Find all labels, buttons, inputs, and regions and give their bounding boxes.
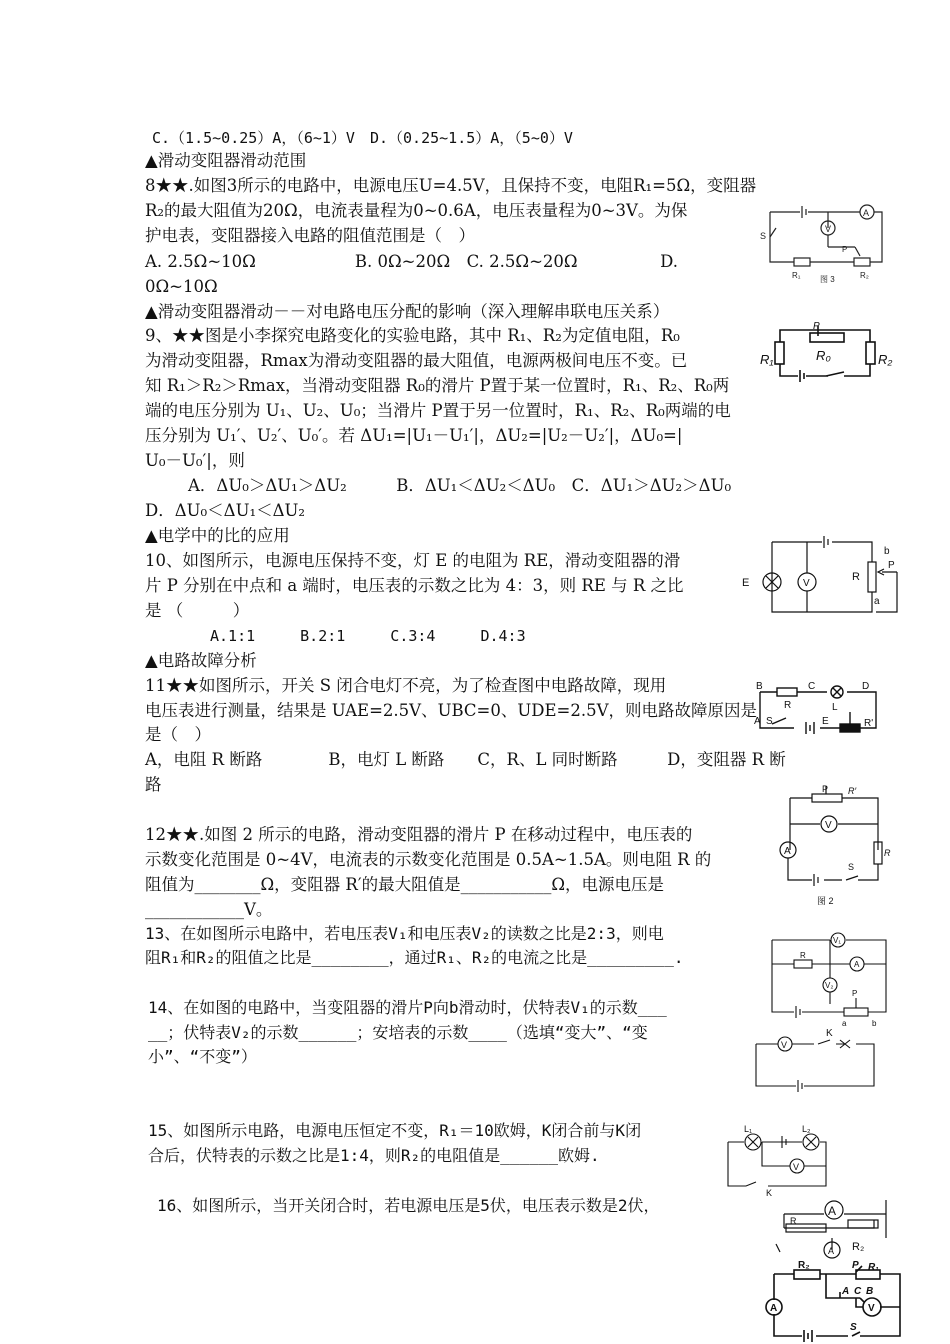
rheostat-label: R′ — [848, 786, 857, 796]
q11-line-1: 11★★如图所示，开关 S 闭合电灯不亮，为了检查图中电路故障，现用 — [145, 676, 667, 695]
q11-options: A，电阻 R 断路 B，电灯 L 断路 C，R、L 同时断路 D，变阻器 R 断 — [145, 750, 786, 769]
figure-2-circuit — [772, 780, 892, 910]
resistor-label: R — [784, 700, 792, 711]
l2-label: L₂ — [802, 1124, 811, 1134]
q9-line-6: U₀－U₀′|，则 — [145, 451, 245, 470]
section-heading-range: ▲滑动变阻器滑动范围 — [145, 151, 307, 170]
q13-line-1: 13、在如图所示电路中，若电压表V₁和电压表V₂的读数之比是2:3，则电 — [145, 924, 664, 943]
v2-label: V₂ — [825, 981, 834, 990]
point-d-label: D — [862, 681, 870, 692]
r0-label: R₀ — [816, 348, 831, 363]
voltmeter-label: V — [825, 224, 832, 234]
q9-line-4: 端的电压分别为 U₁、U₂、U₀；当滑片 P置于另一位置时，R₁、R₂、R₀两端的电 — [145, 401, 731, 420]
figure-caption: 图 2 — [817, 896, 834, 906]
q9-line-3: 知 R₁＞R₂＞Rmax，当滑动变阻器 R₀的滑片 P置于某一位置时，R₁、R₂、R₀两 — [145, 376, 730, 395]
q12-line-4: ____________V。 — [145, 900, 273, 919]
ammeter-label: A — [784, 846, 791, 857]
q8-line-1: 8★★.如图3所示的电路中，电源电压U=4.5V，且保持不变，电阻R₁=5Ω，变阻器 — [145, 176, 757, 195]
switch-label: K — [766, 1188, 773, 1198]
slider-label: P — [822, 784, 829, 794]
rheostat-label: R — [852, 571, 860, 583]
q9-options-abc: A．ΔU₀＞ΔU₁＞ΔU₂ B．ΔU₁＜ΔU₂＜ΔU₀ C．ΔU₁＞ΔU₂＞ΔU₀ — [188, 476, 732, 495]
figure-q11-circuit — [752, 678, 887, 738]
end-a-label: a — [874, 596, 880, 607]
slider-label: P — [842, 245, 848, 254]
ammeter-2-label: A — [828, 1246, 835, 1256]
figure-q13-circuit — [768, 930, 893, 1028]
figure-q10-circuit — [742, 532, 902, 622]
q15-line-2: 合后，伏特表的示数之比是1:4，则R₂的电阻值是______欧姆. — [148, 1146, 600, 1165]
q14-line-1: 14、在如图的电路中，当变阻器的滑片P向b滑动时，伏特表V₁的示数___ — [148, 998, 667, 1017]
end-a-label: a — [842, 1019, 847, 1028]
q8-option-d: 0Ω~10Ω — [145, 277, 218, 296]
slider-label: P — [888, 560, 895, 571]
q7-options-cd: C.（1.5~0.25）A，（6~1）V D.（0.25~1.5）A，（5~0）V — [152, 129, 573, 147]
r1-label: R₁ — [760, 352, 774, 367]
q14-line-2: __；伏特表V₂的示数______；安培表的示数____（选填“变大”、“变 — [148, 1023, 648, 1042]
figure-q14-circuit — [752, 1022, 877, 1092]
point-c-label: C — [808, 681, 816, 692]
resistor-label: R — [800, 951, 806, 960]
q10-options: A.1:1 B.2:1 C.3:4 D.4:3 — [210, 627, 526, 645]
slider-label: P — [852, 989, 858, 998]
q9-line-1: 9、★★图是小李探究电路变化的实验电路，其中 R₁、R₂为定值电阻，R₀ — [145, 326, 680, 345]
q11-option-d-cont: 路 — [145, 775, 162, 794]
figure-caption: 图 3 — [820, 275, 835, 284]
r2-label: R₂ — [852, 1241, 865, 1253]
q9-option-d: D．ΔU₀＜ΔU₁＜ΔU₂ — [145, 501, 306, 520]
ammeter-label: A — [770, 1303, 778, 1314]
point-e-label: E — [822, 716, 829, 727]
point-a-label: A — [754, 716, 761, 727]
r2-label: R₂ — [878, 352, 893, 367]
q10-line-3: 是 （ ） — [145, 601, 250, 620]
switch-label: S — [760, 231, 767, 241]
voltmeter-label: V — [825, 820, 832, 831]
l1-label: L₁ — [744, 1124, 753, 1134]
point-b-label: B — [756, 681, 763, 692]
q14-line-3: 小”、“不变”） — [148, 1047, 257, 1066]
figure-q17-circuit — [760, 1262, 910, 1342]
q9-line-5: 压分别为 U₁′、U₂′、U₀′。若 ΔU₁=|U₁－U₁′|，ΔU₂=|U₂－U₂′|，ΔU₀=| — [145, 426, 683, 445]
q10-line-2: 片 P 分别在中点和 a 端时，电压表的示数之比为 4：3，则 RE 与 R 之比 — [145, 576, 684, 595]
q12-line-1: 12★★.如图 2 所示的电路，滑动变阻器的滑片 P 在移动过程中，电压表的 — [145, 825, 693, 844]
section-heading-voltage: ▲滑动变阻器滑动－－对电路电压分配的影响（深入理解串联电压关系） — [145, 302, 670, 321]
q12-line-2: 示数变化范围是 0~4V，电流表的示数变化范围是 0.5A~1.5A。则电阻 R 的 — [145, 850, 712, 869]
q15-line-1: 15、如图所示电路，电源电压恒定不变，R₁＝10欧姆，K闭合前与K闭 — [148, 1121, 642, 1140]
section-heading-fault: ▲电路故障分析 — [145, 651, 257, 670]
r1-label: R₁ — [868, 1262, 879, 1273]
slider-label: P — [813, 321, 820, 332]
voltmeter-label: V — [803, 578, 810, 589]
v1-label: V₁ — [833, 936, 842, 945]
lamp-label: L — [832, 702, 838, 713]
point-b-label: B — [866, 1286, 874, 1297]
rheostat-label: R' — [864, 718, 874, 729]
switch-label: K — [826, 1028, 833, 1039]
lamp-label: E — [742, 577, 750, 589]
q11-line-2: 电压表进行测量，结果是 UAE=2.5V、UBC=0、UDE=2.5V，则电路故障原因是 — [145, 701, 758, 720]
q11-line-3: 是（ ） — [145, 725, 211, 744]
q10-line-1: 10、如图所示，电源电压保持不变，灯 E 的电阻为 RE，滑动变阻器的滑 — [145, 551, 681, 570]
voltmeter-label: V — [868, 1303, 875, 1314]
q16-line-1: 16、如图所示，当开关闭合时，若电源电压是5伏，电压表示数是2伏， — [157, 1196, 660, 1215]
q13-line-2: 阻R₁和R₂的阻值之比是________，通过R₁、R₂的电流之比是_________. — [145, 948, 684, 967]
switch-label: S — [848, 862, 855, 872]
slider-label: P — [852, 1260, 859, 1271]
voltmeter-label: V — [793, 1162, 800, 1172]
resistor-label: R — [884, 848, 891, 858]
r1-label: R₁ — [792, 271, 801, 280]
ammeter-label: A — [828, 1204, 837, 1218]
q9-line-2: 为滑动变阻器，Rmax为滑动变阻器的最大阻值，电源两极间电压不变。已 — [145, 351, 688, 370]
ammeter-label: A — [854, 960, 860, 969]
voltmeter-label: V — [781, 1040, 788, 1050]
ammeter-label: A — [863, 208, 870, 218]
figure-q15-circuit — [722, 1122, 832, 1198]
q8-line-3: 护电表，变阻器接入电路的阻值范围是（ ） — [145, 226, 475, 245]
figure-3-circuit — [760, 192, 890, 284]
end-b-label: b — [884, 546, 890, 557]
end-b-label: b — [872, 1019, 877, 1028]
point-c-label: C — [854, 1286, 862, 1297]
q12-line-3: 阻值为________Ω，变阻器 R′的最大阻值是___________Ω，电源电压是 — [145, 875, 665, 894]
q8-options: A. 2.5Ω~10Ω B. 0Ω~20Ω C. 2.5Ω~20Ω D. — [145, 252, 678, 271]
q8-line-2: R₂的最大阻值为20Ω，电流表量程为0~0.6A，电压表量程为0~3V。为保 — [145, 201, 688, 220]
figure-q16-circuit — [770, 1190, 890, 1256]
switch-label: S — [766, 716, 773, 727]
switch-label: S — [850, 1322, 857, 1333]
r2-label: R₂ — [798, 1260, 810, 1271]
section-heading-ratio: ▲电学中的比的应用 — [145, 526, 290, 545]
resistor-label: R — [790, 1216, 797, 1226]
r2-label: R₂ — [860, 271, 869, 280]
figure-q9-circuit — [758, 322, 898, 384]
point-a-label: A — [842, 1286, 850, 1297]
